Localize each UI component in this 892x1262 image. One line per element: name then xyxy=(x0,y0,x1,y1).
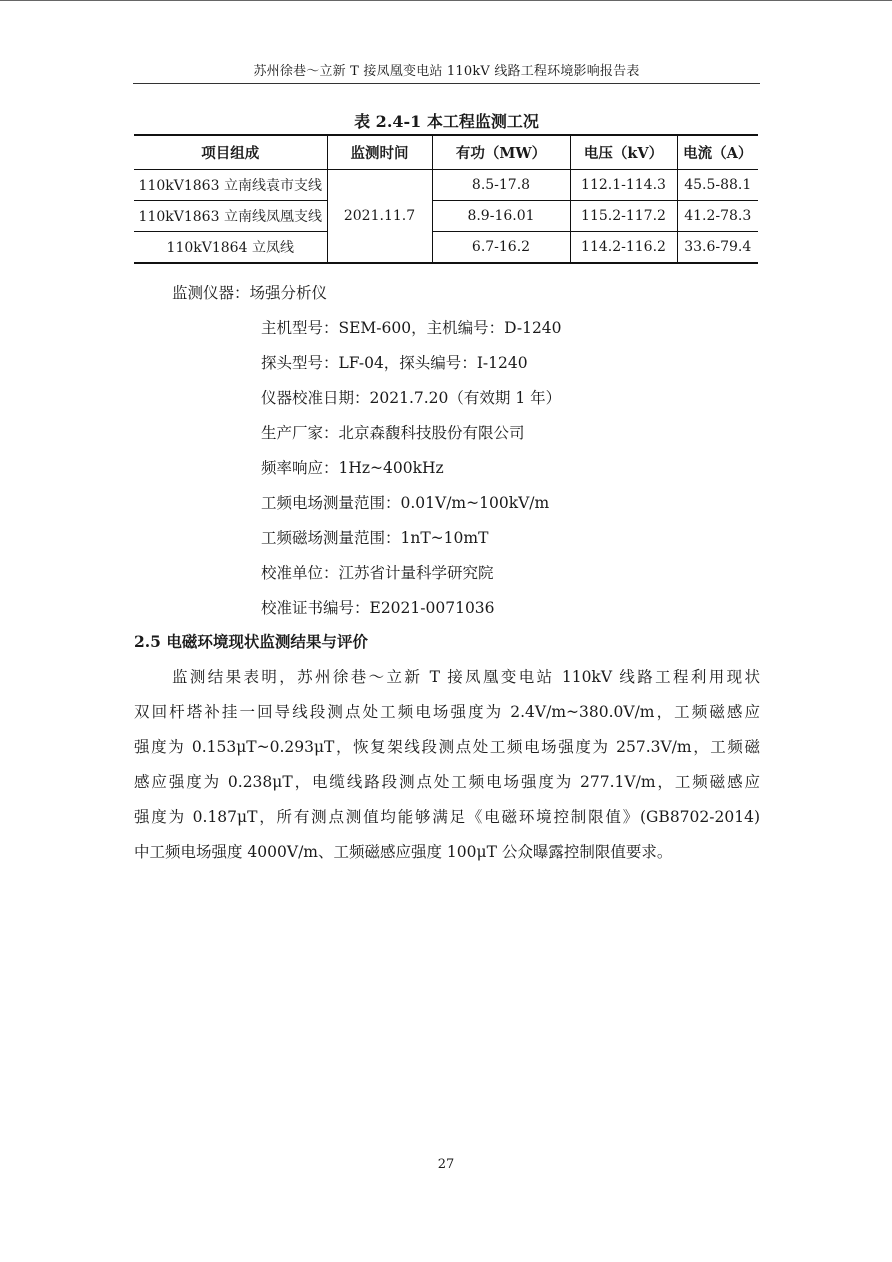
instrument-certificate-number: 校准证书编号：E2021-0071036 xyxy=(261,599,495,617)
instrument-label: 监测仪器：场强分析仪 xyxy=(172,284,328,302)
cell-voltage: 114.2-116.2 xyxy=(570,232,677,264)
cell-current: 45.5-88.1 xyxy=(677,170,758,201)
instrument-probe-model: 探头型号：LF-04，探头编号：I-1240 xyxy=(261,354,528,372)
cell-project: 110kV1863 立南线凤凰支线 xyxy=(134,201,327,232)
instrument-calibration-date: 仪器校准日期：2021.7.20（有效期 1 年） xyxy=(261,389,562,407)
table-row xyxy=(134,232,758,264)
cell-project: 110kV1864 立凤线 xyxy=(134,232,327,264)
monitoring-conditions-table xyxy=(134,134,758,264)
col-header-power: 有功（MW） xyxy=(432,135,570,170)
paragraph-line: 感应强度为 0.238μT，电缆线路段测点处工频电场强度为 277.1V/m，工频磁感应 xyxy=(134,773,760,791)
table-row xyxy=(134,170,758,201)
col-header-time: 监测时间 xyxy=(327,135,432,170)
instrument-calibration-unit: 校准单位：江苏省计量科学研究院 xyxy=(261,564,494,582)
table-row xyxy=(134,201,758,232)
section-heading: 2.5 电磁环境现状监测结果与评价 xyxy=(134,632,368,651)
running-header: 苏州徐巷～立新 T 接凤凰变电站 110kV 线路工程环境影响报告表 xyxy=(253,64,640,79)
paragraph-line: 监测结果表明，苏州徐巷～立新 T 接凤凰变电站 110kV 线路工程利用现状 xyxy=(172,668,760,686)
cell-power: 8.5-17.8 xyxy=(432,170,570,201)
cell-monitor-date: 2021.11.7 xyxy=(327,170,432,264)
table-header-row xyxy=(134,135,758,170)
page-number: 27 xyxy=(437,1157,455,1172)
cell-voltage: 112.1-114.3 xyxy=(570,170,677,201)
paragraph-line: 强度为 0.153μT~0.293μT，恢复架线段测点处工频电场强度为 257.3V/m，工频磁 xyxy=(134,738,760,756)
cell-current: 41.2-78.3 xyxy=(677,201,758,232)
cell-voltage: 115.2-117.2 xyxy=(570,201,677,232)
instrument-magnetic-range: 工频磁场测量范围：1nT~10mT xyxy=(261,529,489,547)
cell-power: 6.7-16.2 xyxy=(432,232,570,264)
page-top-border xyxy=(0,0,892,1)
col-header-voltage: 电压（kV） xyxy=(570,135,677,170)
paragraph-line: 双回杆塔补挂一回导线段测点处工频电场强度为 2.4V/m~380.0V/m，工频磁感应 xyxy=(134,703,760,721)
instrument-manufacturer: 生产厂家：北京森馥科技股份有限公司 xyxy=(261,424,525,442)
paragraph-line: 中工频电场强度 4000V/m、工频磁感应强度 100μT 公众曝露控制限值要求。 xyxy=(134,843,673,861)
instrument-frequency-response: 频率响应：1Hz~400kHz xyxy=(261,459,444,477)
cell-project: 110kV1863 立南线袁市支线 xyxy=(134,170,327,201)
cell-power: 8.9-16.01 xyxy=(432,201,570,232)
col-header-project: 项目组成 xyxy=(134,135,327,170)
instrument-host-model: 主机型号：SEM-600，主机编号：D-1240 xyxy=(261,319,562,337)
paragraph-line: 强度为 0.187μT，所有测点测值均能够满足《电磁环境控制限值》(GB8702-2014) xyxy=(134,808,760,826)
section-paragraph xyxy=(134,660,760,870)
header-rule xyxy=(133,83,760,84)
table-title: 表 2.4-1 本工程监测工况 xyxy=(354,112,539,131)
col-header-current: 电流（A） xyxy=(677,135,758,170)
cell-current: 33.6-79.4 xyxy=(677,232,758,264)
instrument-electric-range: 工频电场测量范围：0.01V/m~100kV/m xyxy=(261,494,550,512)
